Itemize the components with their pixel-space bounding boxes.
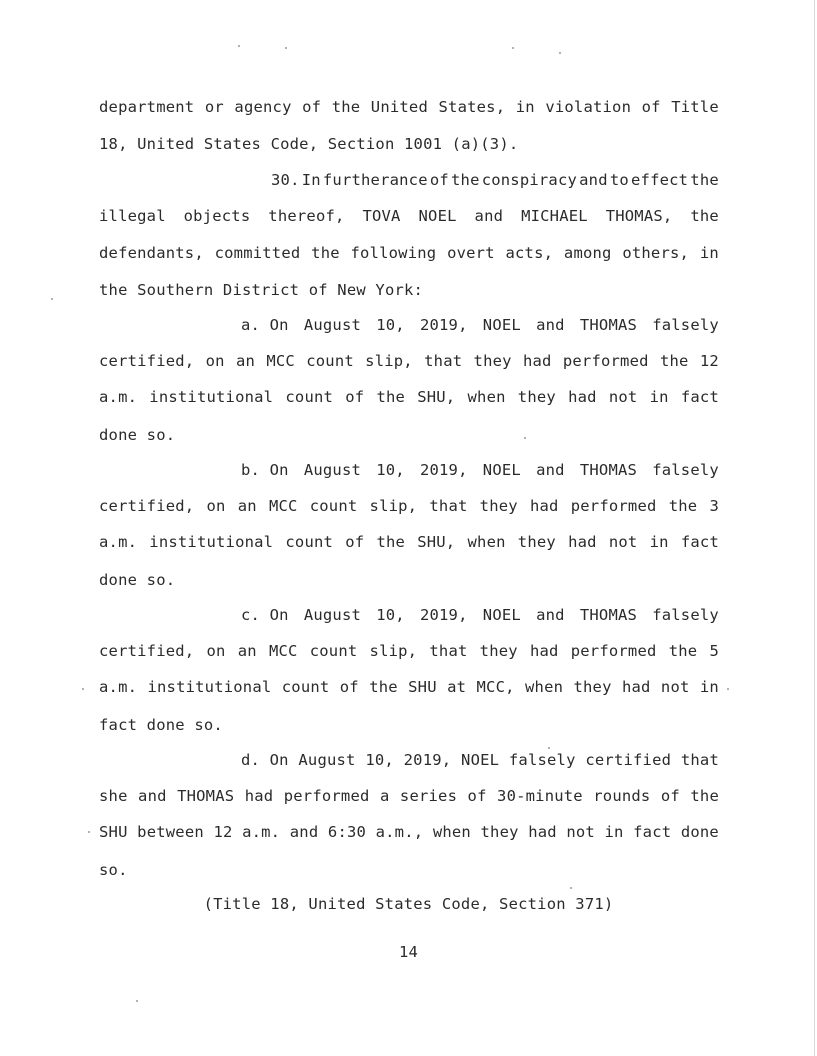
item-b-line-4: done so.: [99, 571, 176, 589]
line-1: department or agency of the United States, in violation of Title: [99, 98, 719, 116]
item-b-line-1: b. On August 10, 2019, NOEL and THOMAS falsely: [241, 461, 719, 479]
item-b-line-3: a.m. institutional count of the SHU, when they had not in fact: [99, 533, 719, 551]
scan-speck: [727, 688, 729, 690]
statute-citation: (Title 18, United States Code, Section 371): [203, 895, 614, 913]
item-c-line-4: fact done so.: [99, 716, 223, 734]
item-c-line-2: certified, on an MCC count slip, that they had performed the 5: [99, 642, 719, 660]
page-number: 14: [398, 943, 419, 961]
scan-speck: [82, 688, 84, 690]
scan-speck: [238, 45, 240, 47]
scan-speck: [548, 747, 550, 749]
scan-speck: [136, 1000, 138, 1002]
scan-speck: [559, 52, 561, 54]
item-d-line-4: so.: [99, 861, 128, 879]
item-c-line-3: a.m. institutional count of the SHU at MCC, when they had not in: [99, 678, 719, 696]
item-a-line-1: a. On August 10, 2019, NOEL and THOMAS falsely: [241, 316, 719, 334]
item-d-line-1: d. On August 10, 2019, NOEL falsely certified that: [241, 751, 719, 769]
item-a-line-4: done so.: [99, 426, 176, 444]
item-d-line-3: SHU between 12 a.m. and 6:30 a.m., when they had not in fact done: [99, 823, 719, 841]
item-a-line-2: certified, on an MCC count slip, that they had performed the 12: [99, 352, 719, 370]
item-a-line-3: a.m. institutional count of the SHU, when they had not in fact: [99, 388, 719, 406]
item-c-line-1: c. On August 10, 2019, NOEL and THOMAS falsely: [241, 606, 719, 624]
line-2: 18, United States Code, Section 1001 (a)(3).: [99, 135, 519, 153]
scan-speck: [51, 298, 53, 300]
item-b-line-2: certified, on an MCC count slip, that they had performed the 3: [99, 497, 719, 515]
paragraph-30-line-3: defendants, committed the following overt acts, among others, in: [99, 244, 719, 262]
scan-speck: [512, 47, 514, 49]
paragraph-30-line-2: illegal objects thereof, TOVA NOEL and MICHAEL THOMAS, the: [99, 207, 719, 225]
scan-speck: [88, 831, 90, 833]
scan-speck: [570, 887, 572, 889]
paragraph-30-line-4: the Southern District of New York:: [99, 281, 424, 299]
item-d-line-2: she and THOMAS had performed a series of 30-minute rounds of the: [99, 787, 719, 805]
scan-speck: [285, 47, 287, 49]
paragraph-30-line-1: 30. In furtherance of the conspiracy and to effect the: [271, 171, 719, 189]
